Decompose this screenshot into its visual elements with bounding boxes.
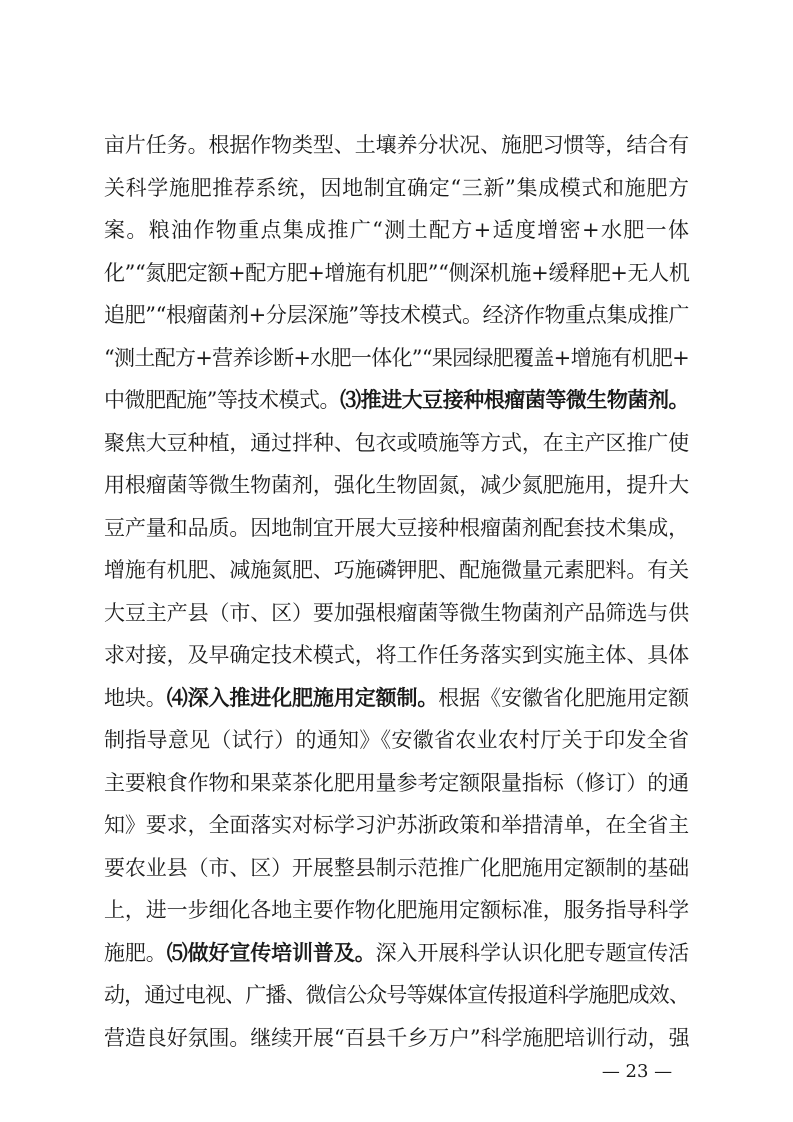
text-line xyxy=(104,426,689,460)
subsection-heading: ⑶推进大豆接种根瘤菌等微生物菌剂。 xyxy=(340,388,689,412)
text-run: 主要粮食作物和果菜茶化肥用量参考定额限量指标（修订）的通 xyxy=(104,771,689,795)
text-line xyxy=(104,256,689,290)
text-line xyxy=(104,128,689,162)
text-run: 中微肥配施”等技术模式。 xyxy=(104,388,341,412)
text-line xyxy=(104,766,689,800)
text-run: 制指导意见（试行）的通知》《安徽省农业农村厅关于印发全省 xyxy=(104,728,689,752)
text-run: 上，进一步细化各地主要作物化肥施用定额标准，服务指导科学 xyxy=(104,898,689,922)
text-run: 聚焦大豆种植，通过拌种、包衣或喷施等方式，在主产区推广使 xyxy=(104,431,689,455)
text-run: 营造良好氛围。继续开展“百县千乡万户”科学施肥培训行动，强 xyxy=(104,1026,690,1050)
text-line xyxy=(104,851,689,885)
page-number: — 23 — xyxy=(601,1061,673,1082)
text-run: 求对接，及早确定技术模式，将工作任务落实到实施主体、具体 xyxy=(104,643,689,667)
text-line xyxy=(104,893,689,927)
text-line xyxy=(104,723,689,757)
text-line xyxy=(104,213,689,247)
text-run: 案。粮油作物重点集成推广“测土配方+适度增密+水肥一体 xyxy=(104,218,689,242)
text-line xyxy=(104,978,689,1012)
text-run: 要农业县（市、区）开展整县制示范推广化肥施用定额制的基础 xyxy=(104,856,689,880)
text-line xyxy=(104,808,689,842)
text-run: 用根瘤菌等微生物菌剂，强化生物固氮，减少氮肥施用，提升大 xyxy=(104,473,689,497)
text-run: 追肥”“根瘤菌剂+分层深施”等技术模式。经济作物重点集成推广 xyxy=(104,303,689,327)
text-run: 深入开展科学认识化肥专题宣传活 xyxy=(375,941,690,965)
text-line xyxy=(104,383,689,417)
text-run: 关科学施肥推荐系统，因地制宜确定“三新”集成模式和施肥方 xyxy=(104,176,689,200)
text-line xyxy=(104,681,689,715)
text-run: 大豆主产县（市、区）要加强根瘤菌等微生物菌剂产品筛选与供 xyxy=(104,601,689,625)
text-run: 亩片任务。根据作物类型、土壤养分状况、施肥习惯等，结合有 xyxy=(104,133,689,157)
text-line xyxy=(104,638,689,672)
text-run: “测土配方+营养诊断+水肥一体化”“果园绿肥覆盖+增施有机肥+ xyxy=(104,346,689,370)
text-run: 增施有机肥、减施氮肥、巧施磷钾肥、配施微量元素肥料。有关 xyxy=(104,558,689,582)
text-line xyxy=(104,468,689,502)
text-line xyxy=(104,936,689,970)
text-line xyxy=(104,511,689,545)
text-line xyxy=(104,171,689,205)
subsection-heading: ⑷深入推进化肥施用定额制。 xyxy=(166,686,439,710)
text-line xyxy=(104,341,689,375)
text-run: 根据《安徽省化肥施用定额 xyxy=(438,686,690,710)
text-run: 化”“氮肥定额+配方肥+增施有机肥”“侧深机施+缓释肥+无人机 xyxy=(104,261,690,285)
text-line xyxy=(104,596,689,630)
text-line xyxy=(104,298,689,332)
text-run: 地块。 xyxy=(104,686,167,710)
text-run: 豆产量和品质。因地制宜开展大豆接种根瘤菌剂配套技术集成， xyxy=(104,516,689,540)
text-run: 动，通过电视、广播、微信公众号等媒体宣传报道科学施肥成效、 xyxy=(104,983,689,1007)
text-run: 知》要求，全面落实对标学习沪苏浙政策和举措清单，在全省主 xyxy=(104,813,689,837)
subsection-heading: ⑸做好宣传培训普及。 xyxy=(166,941,376,965)
text-line xyxy=(104,1021,689,1055)
text-run: 施肥。 xyxy=(104,941,167,965)
text-line xyxy=(104,553,689,587)
